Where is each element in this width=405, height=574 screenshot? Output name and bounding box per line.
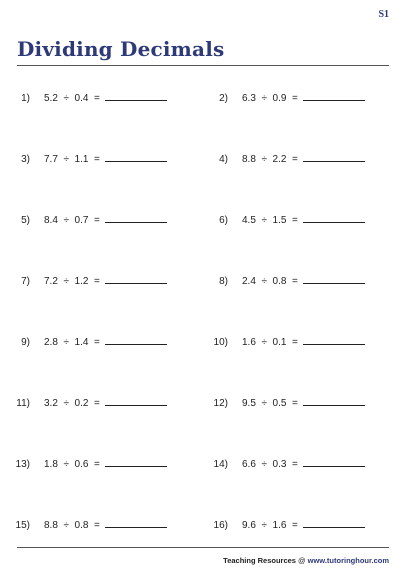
answer-blank[interactable] xyxy=(303,334,365,345)
problem-12 xyxy=(198,395,365,411)
problem-10 xyxy=(198,334,365,350)
equals-sign: = xyxy=(94,398,100,409)
divisor: 0.4 xyxy=(74,93,89,104)
equals-sign: = xyxy=(94,215,100,226)
problem-number: 2) xyxy=(219,93,228,104)
equals-sign: = xyxy=(292,337,298,348)
equals-sign: = xyxy=(292,276,298,287)
problem-number: 5) xyxy=(21,215,30,226)
problem-number: 12) xyxy=(213,398,228,409)
page-title: Dividing Decimals xyxy=(17,37,225,61)
divisor: 0.8 xyxy=(272,276,287,287)
problem-expression xyxy=(44,518,100,534)
problem-expression xyxy=(242,91,298,107)
answer-blank[interactable] xyxy=(303,212,365,223)
divide-sign: ÷ xyxy=(261,398,267,409)
dividend: 7.7 xyxy=(44,154,58,165)
divide-sign: ÷ xyxy=(63,459,69,470)
footer-separator: @ xyxy=(297,556,306,565)
problem-1 xyxy=(0,90,167,106)
problem-3 xyxy=(0,151,167,167)
answer-blank[interactable] xyxy=(105,395,167,406)
divisor: 0.5 xyxy=(272,398,287,409)
divisor: 1.6 xyxy=(272,520,287,531)
problem-number: 14) xyxy=(213,459,228,470)
equals-sign: = xyxy=(292,520,298,531)
divide-sign: ÷ xyxy=(261,93,267,104)
divide-sign: ÷ xyxy=(261,276,267,287)
footer-divider xyxy=(17,547,389,548)
problem-13 xyxy=(0,456,167,472)
answer-blank[interactable] xyxy=(105,151,167,162)
problem-2 xyxy=(198,90,365,106)
problem-number: 16) xyxy=(213,520,228,531)
answer-blank[interactable] xyxy=(105,90,167,101)
problem-9 xyxy=(0,334,167,350)
equals-sign: = xyxy=(292,154,298,165)
divisor: 0.3 xyxy=(272,459,287,470)
problem-11 xyxy=(0,395,167,411)
problem-expression xyxy=(44,396,100,412)
problem-number: 4) xyxy=(219,154,228,165)
problem-expression xyxy=(44,457,100,473)
answer-blank[interactable] xyxy=(105,517,167,528)
divisor: 0.1 xyxy=(272,337,287,348)
problem-expression xyxy=(242,518,298,534)
dividend: 3.2 xyxy=(44,398,58,409)
problem-number: 6) xyxy=(219,215,228,226)
divisor: 1.1 xyxy=(74,154,89,165)
dividend: 9.5 xyxy=(242,398,256,409)
equals-sign: = xyxy=(94,520,100,531)
problem-number: 9) xyxy=(21,337,30,348)
divide-sign: ÷ xyxy=(63,520,69,531)
problem-number: 1) xyxy=(21,93,30,104)
answer-blank[interactable] xyxy=(303,395,365,406)
problem-number: 15) xyxy=(15,520,30,531)
divisor: 1.5 xyxy=(272,215,287,226)
divide-sign: ÷ xyxy=(261,154,267,165)
divisor: 0.2 xyxy=(74,398,89,409)
divide-sign: ÷ xyxy=(261,337,267,348)
dividend: 5.2 xyxy=(44,93,58,104)
problem-number: 7) xyxy=(21,276,30,287)
footer-label: Teaching Resources xyxy=(223,556,296,565)
answer-blank[interactable] xyxy=(303,151,365,162)
equals-sign: = xyxy=(292,459,298,470)
problem-expression xyxy=(44,274,100,290)
dividend: 1.8 xyxy=(44,459,58,470)
divide-sign: ÷ xyxy=(63,215,69,226)
answer-blank[interactable] xyxy=(105,273,167,284)
divisor: 0.8 xyxy=(74,520,89,531)
divide-sign: ÷ xyxy=(261,215,267,226)
dividend: 7.2 xyxy=(44,276,58,287)
dividend: 6.6 xyxy=(242,459,256,470)
problem-expression xyxy=(242,274,298,290)
equals-sign: = xyxy=(94,93,100,104)
problem-expression xyxy=(44,152,100,168)
divisor: 0.9 xyxy=(272,93,287,104)
title-divider xyxy=(17,65,389,66)
divisor: 1.2 xyxy=(74,276,89,287)
problem-4 xyxy=(198,151,365,167)
answer-blank[interactable] xyxy=(105,456,167,467)
divide-sign: ÷ xyxy=(63,398,69,409)
problem-16 xyxy=(198,517,365,533)
equals-sign: = xyxy=(94,276,100,287)
divide-sign: ÷ xyxy=(63,154,69,165)
dividend: 1.6 xyxy=(242,337,256,348)
divide-sign: ÷ xyxy=(261,459,267,470)
divisor: 0.7 xyxy=(74,215,89,226)
answer-blank[interactable] xyxy=(303,90,365,101)
dividend: 6.3 xyxy=(242,93,256,104)
divide-sign: ÷ xyxy=(63,93,69,104)
equals-sign: = xyxy=(94,337,100,348)
answer-blank[interactable] xyxy=(303,273,365,284)
problem-expression xyxy=(242,335,298,351)
problem-number: 10) xyxy=(213,337,228,348)
problem-number: 8) xyxy=(219,276,228,287)
problem-number: 3) xyxy=(21,154,30,165)
problem-number: 13) xyxy=(15,459,30,470)
footer xyxy=(223,556,389,565)
dividend: 8.8 xyxy=(44,520,58,531)
dividend: 9.6 xyxy=(242,520,256,531)
divisor: 1.4 xyxy=(74,337,89,348)
dividend: 8.4 xyxy=(44,215,58,226)
problem-expression xyxy=(242,152,298,168)
problem-expression xyxy=(44,335,100,351)
problem-expression xyxy=(44,91,100,107)
problem-expression xyxy=(242,396,298,412)
equals-sign: = xyxy=(292,398,298,409)
equals-sign: = xyxy=(94,154,100,165)
dividend: 4.5 xyxy=(242,215,256,226)
divisor: 2.2 xyxy=(272,154,287,165)
dividend: 8.8 xyxy=(242,154,256,165)
equals-sign: = xyxy=(94,459,100,470)
answer-blank[interactable] xyxy=(105,334,167,345)
equals-sign: = xyxy=(292,215,298,226)
problem-14 xyxy=(198,456,365,472)
divide-sign: ÷ xyxy=(63,337,69,348)
problem-expression xyxy=(44,213,100,229)
divisor: 0.6 xyxy=(74,459,89,470)
answer-blank[interactable] xyxy=(105,212,167,223)
divide-sign: ÷ xyxy=(261,520,267,531)
answer-blank[interactable] xyxy=(303,517,365,528)
problem-15 xyxy=(0,517,167,533)
equals-sign: = xyxy=(292,93,298,104)
dividend: 2.8 xyxy=(44,337,58,348)
sheet-id: S1 xyxy=(378,9,389,20)
dividend: 2.4 xyxy=(242,276,256,287)
answer-blank[interactable] xyxy=(303,456,365,467)
footer-url-link[interactable]: www.tutoringhour.com xyxy=(307,556,389,565)
divide-sign: ÷ xyxy=(63,276,69,287)
problem-expression xyxy=(242,457,298,473)
problem-expression xyxy=(242,213,298,229)
problem-7 xyxy=(0,273,167,289)
problem-8 xyxy=(198,273,365,289)
problem-5 xyxy=(0,212,167,228)
problem-number: 11) xyxy=(16,398,30,409)
problem-6 xyxy=(198,212,365,228)
